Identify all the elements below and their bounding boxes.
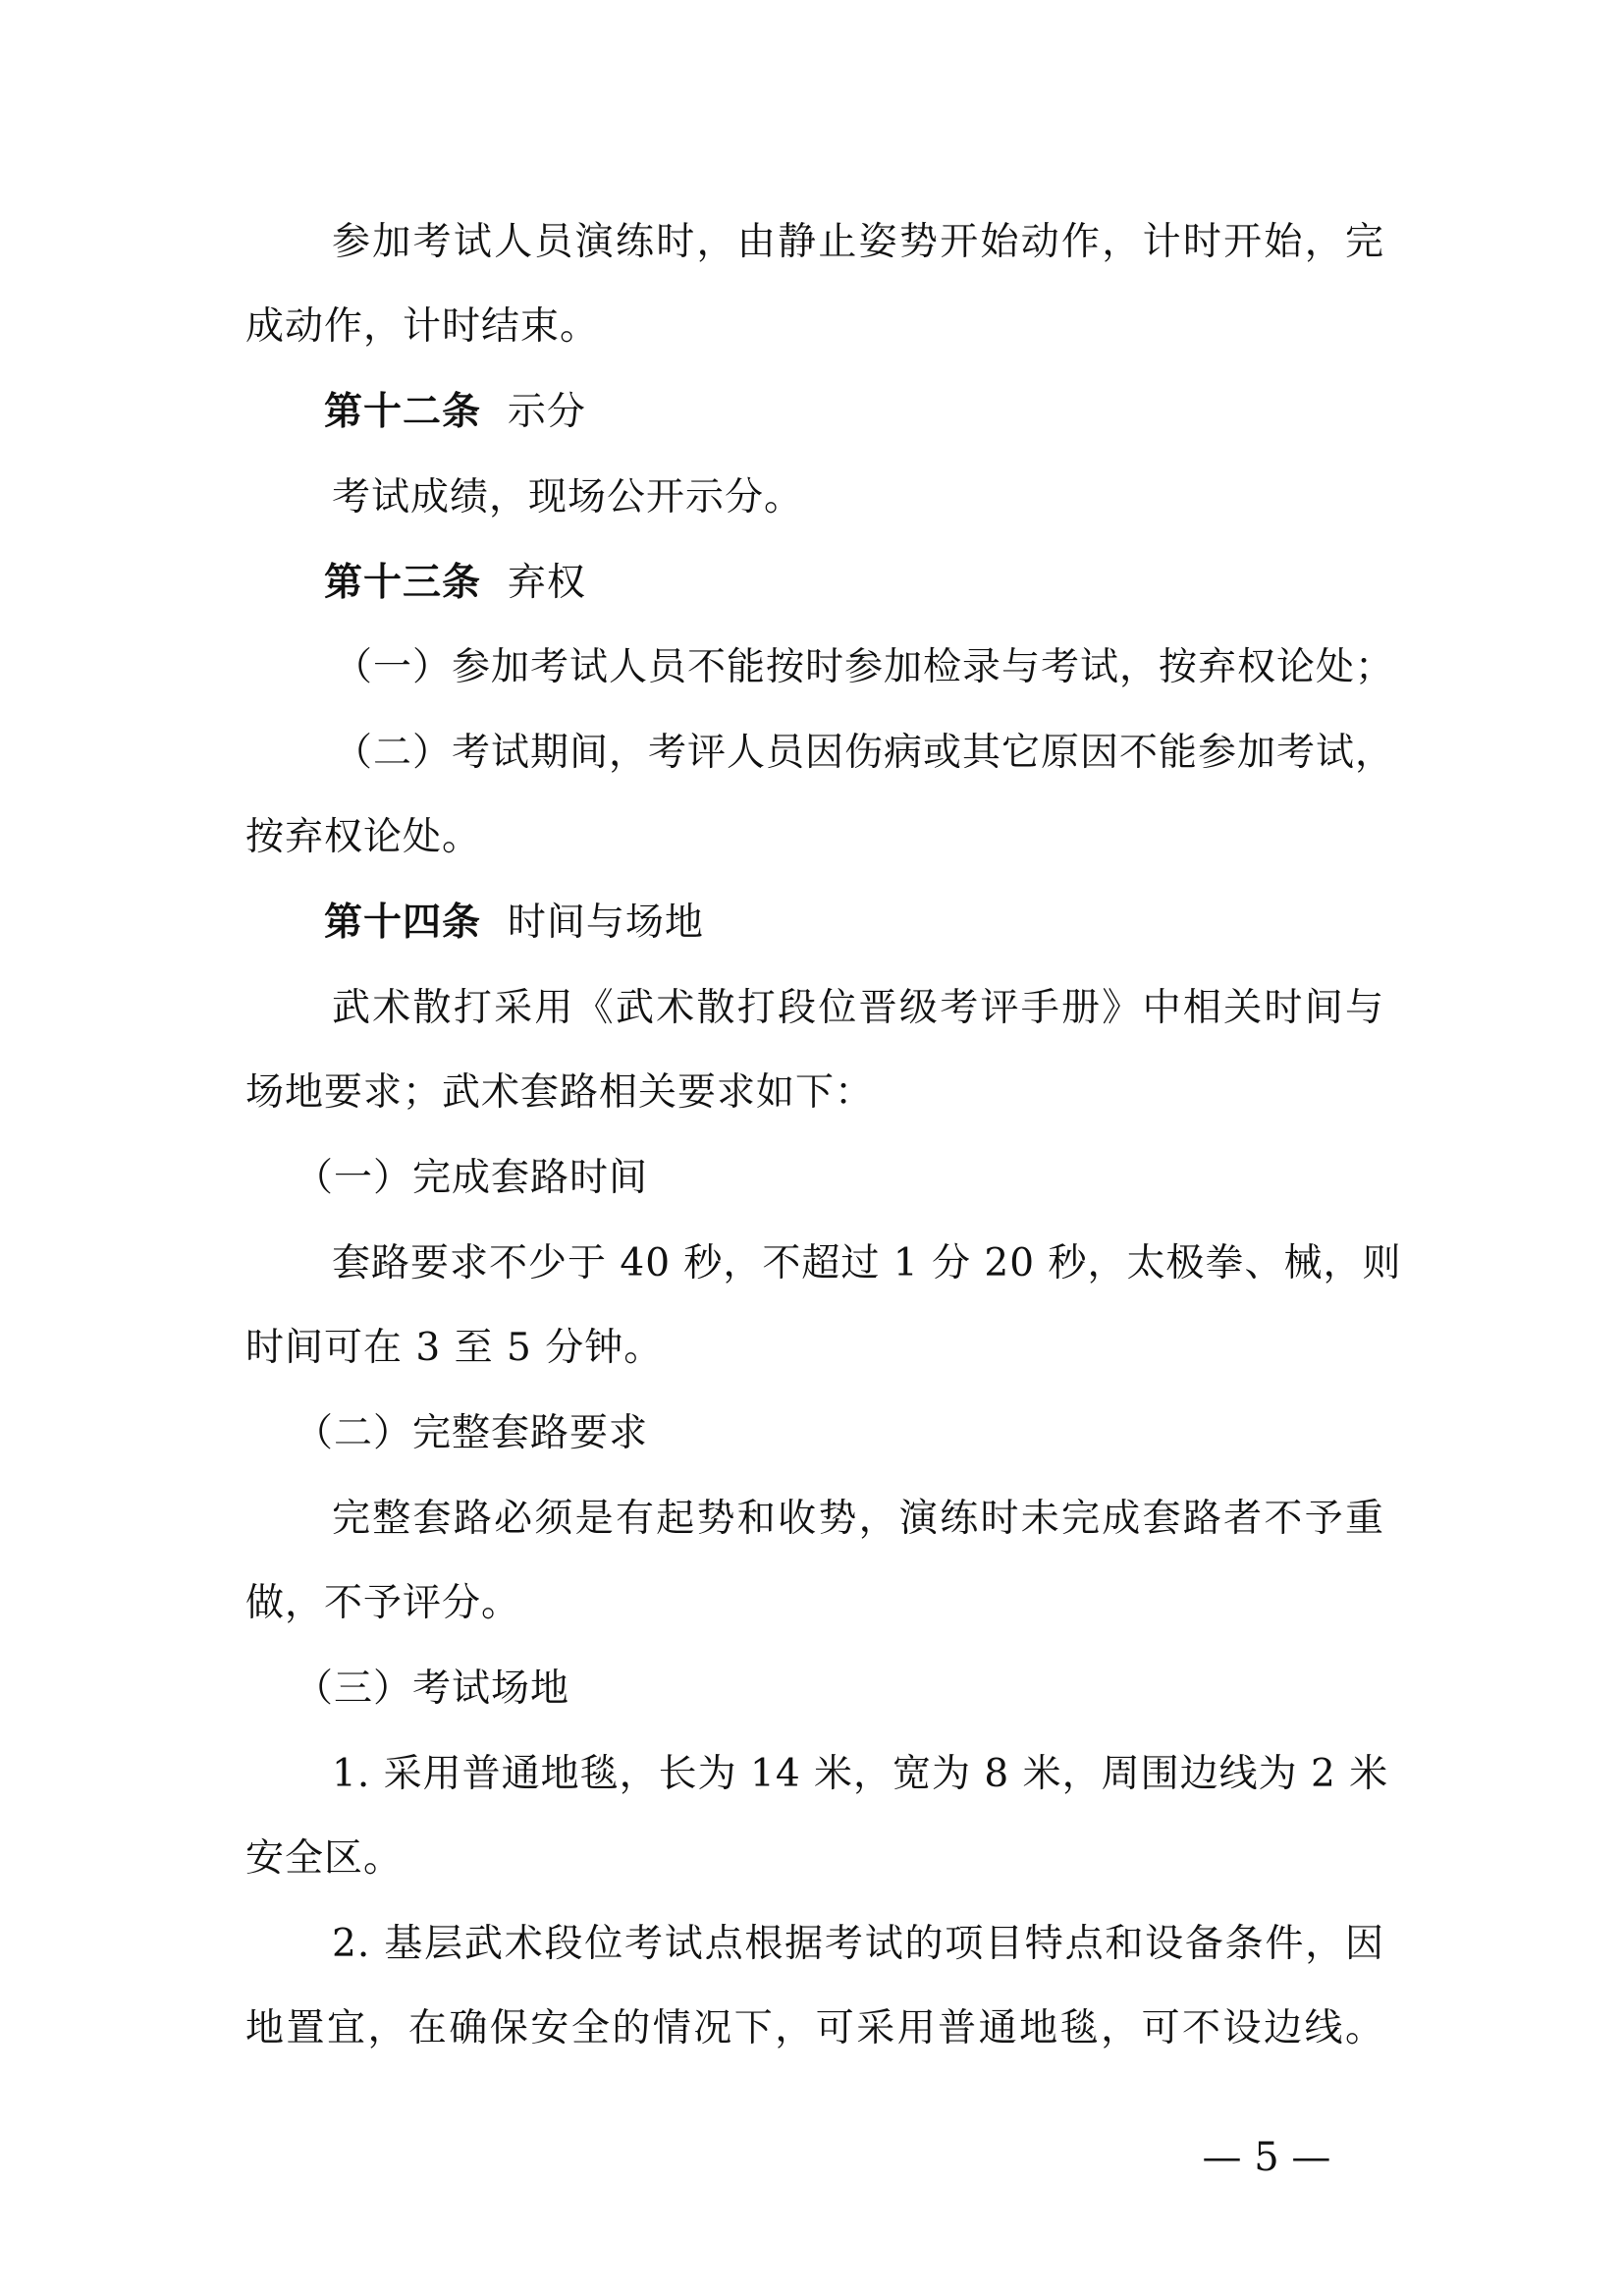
- paragraph-line: 场地要求；武术套路相关要求如下：: [245, 1070, 875, 1115]
- paragraph-line: 按弃权论处。: [245, 815, 482, 859]
- paragraph-line: 套路要求不少于 40 秒，不超过 1 分 20 秒，太极拳、械，则: [332, 1241, 1402, 1285]
- paragraph-line: 2. 基层武术段位考试点根据考试的项目特点和设备条件，因: [332, 1922, 1384, 1966]
- section-heading: （二）完整套路要求: [295, 1411, 649, 1455]
- paragraph-line: 安全区。: [245, 1836, 404, 1881]
- article-number: 第十三条: [324, 561, 482, 605]
- paragraph-line: 时间可在 3 至 5 分钟。: [245, 1326, 664, 1370]
- paragraph-line: 成动作，计时结束。: [245, 304, 600, 349]
- article-heading: [324, 559, 1463, 608]
- paragraph-line: （一）参加考试人员不能按时参加检录与考试，按弃权论处；: [334, 645, 1395, 689]
- paragraph-line: 做，不予评分。: [245, 1581, 521, 1625]
- article-title: 时间与场地: [507, 901, 704, 945]
- page-number: — 5 —: [1202, 2135, 1331, 2180]
- article-number: 第十二条: [324, 390, 482, 434]
- article-heading: [324, 388, 1463, 437]
- paragraph-line: 完整套路必须是有起势和收势，演练时未完成套路者不予重: [332, 1497, 1384, 1541]
- section-heading: （三）考试场地: [295, 1667, 570, 1711]
- article-title: 弃权: [507, 561, 586, 605]
- article-number: 第十四条: [324, 901, 482, 945]
- article-title: 示分: [507, 390, 586, 434]
- article-heading: [324, 899, 1463, 948]
- paragraph-line: 参加考试人员演练时，由静止姿势开始动作，计时开始，完: [332, 220, 1384, 264]
- paragraph-line: 考试成绩，现场公开示分。: [332, 475, 804, 519]
- paragraph-line: 武术散打采用《武术散打段位晋级考评手册》中相关时间与: [332, 986, 1384, 1030]
- paragraph-line: 地置宜，在确保安全的情况下，可采用普通地毯，可不设边线。: [245, 2006, 1384, 2050]
- paragraph-line: 1. 采用普通地毯，长为 14 米，宽为 8 米，周围边线为 2 米: [332, 1752, 1389, 1796]
- section-heading: （一）完成套路时间: [295, 1156, 649, 1200]
- paragraph-line: （二）考试期间，考评人员因伤病或其它原因不能参加考试，: [334, 731, 1395, 775]
